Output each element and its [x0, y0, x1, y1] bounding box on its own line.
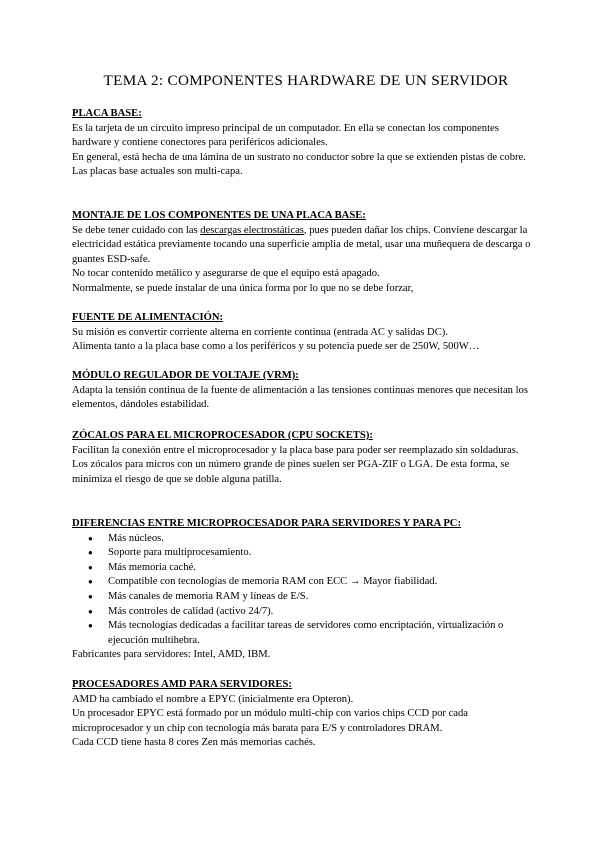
paragraph: Adapta la tensión continua de la fuente de alimentación a las tensiones continuas menores que necesitan los elementos, dándoles estabilidad.: [72, 384, 528, 411]
list-item: ● Más núcleos.: [72, 532, 540, 547]
paragraph: En general, está hecha de una lámina de un sustrato no conductor sobre la que se extienden pistas de cobre.: [72, 151, 526, 163]
paragraph: Su misión es convertir corriente alterna en corriente continua (entrada AC y salidas DC).: [72, 326, 448, 338]
section-heading: FUENTE DE ALIMENTACIÓN:: [72, 312, 224, 323]
section-diferencias: [72, 517, 540, 663]
section-montaje: [72, 209, 540, 297]
list-item: ● Soporte para multiprocesamiento.: [72, 546, 540, 561]
paragraph: Los zócalos para micros con un número grande de pines suelen ser PGA-ZIF o LGA. De esta forma, se minimiza el riesgo de que se doble alguna patilla.: [72, 459, 510, 485]
paragraph: Alimenta tanto a la placa base como a los periféricos y su potencia puede ser de 250W, 500W…: [72, 341, 480, 353]
section-heading: PROCESADORES AMD PARA SERVIDORES:: [72, 679, 292, 690]
paragraph: Facilitan la conexión entre el microprocesador y la placa base para poder ser reemplazado sin soldaduras.: [72, 444, 519, 456]
list-item: ● Más memoria caché.: [72, 561, 540, 576]
bullet-list: [72, 532, 540, 649]
list-item: ● Más canales de memoria RAM y líneas de E/S.: [72, 590, 540, 605]
paragraph: Normalmente, se puede instalar de una única forma por lo que no se debe forzar,: [72, 282, 414, 294]
list-item: ● Compatible con tecnologías de memoria RAM con ECC → Mayor fiabilidad.: [72, 575, 540, 590]
underlined-term: descargas electrostáticas: [200, 224, 304, 236]
section-fuente: [72, 311, 540, 355]
section-heading: MÓDULO REGULADOR DE VOLTAJE (VRM):: [72, 370, 299, 381]
paragraph: Las placas base actuales son multi-capa.: [72, 166, 243, 178]
section-heading: ZÓCALOS PARA EL MICROPROCESADOR (CPU SOCKETS):: [72, 430, 373, 441]
paragraph: AMD ha cambiado el nombre a EPYC (inicialmente era Opteron).: [72, 693, 354, 705]
section-placa-base: [72, 107, 540, 180]
section-heading: MONTAJE DE LOS COMPONENTES DE UNA PLACA BASE:: [72, 210, 366, 221]
section-heading: PLACA BASE:: [72, 108, 142, 119]
section-vrm: [72, 369, 540, 413]
paragraph: Fabricantes para servidores: Intel, AMD, IBM.: [72, 649, 271, 661]
document-title: TEMA 2: COMPONENTES HARDWARE DE UN SERVIDOR: [103, 72, 509, 89]
paragraph-text: Se debe tener cuidado con las: [72, 224, 201, 236]
paragraph: Cada CCD tiene hasta 8 cores Zen más memorias cachés.: [72, 737, 316, 749]
section-amd: [72, 678, 540, 751]
section-heading: DIFERENCIAS ENTRE MICROPROCESADOR PARA SERVIDORES Y PARA PC:: [72, 518, 461, 529]
paragraph: No tocar contenido metálico y asegurarse de que el equipo está apagado.: [72, 268, 380, 280]
section-zocalos: [72, 429, 540, 487]
paragraph: Es la tarjeta de un circuito impreso principal de un computador. En ella se conectan los componentes hardware y contiene conectores para periféricos adicionales.: [72, 122, 499, 149]
paragraph: Un procesador EPYC está formado por un módulo multi-chip con varios chips CCD por cada microprocesador y un chip con tecnología más barata para E/S y controladores DRAM.: [72, 708, 469, 734]
paragraph: [72, 224, 540, 268]
paragraph-text: , pues pueden dañar los chips. Conviene descargar la electricidad estática previamente tocando una superficie amplia de metal, usar una muñequera de descarga o guantes ESD-safe.: [72, 224, 531, 265]
list-item: ● Más controles de calidad (activo 24/7).: [72, 605, 540, 620]
list-item: ● Más tecnologías dedicadas a facilitar tareas de servidores como encriptación, virtualización o ejecución multihebra.: [72, 619, 540, 648]
